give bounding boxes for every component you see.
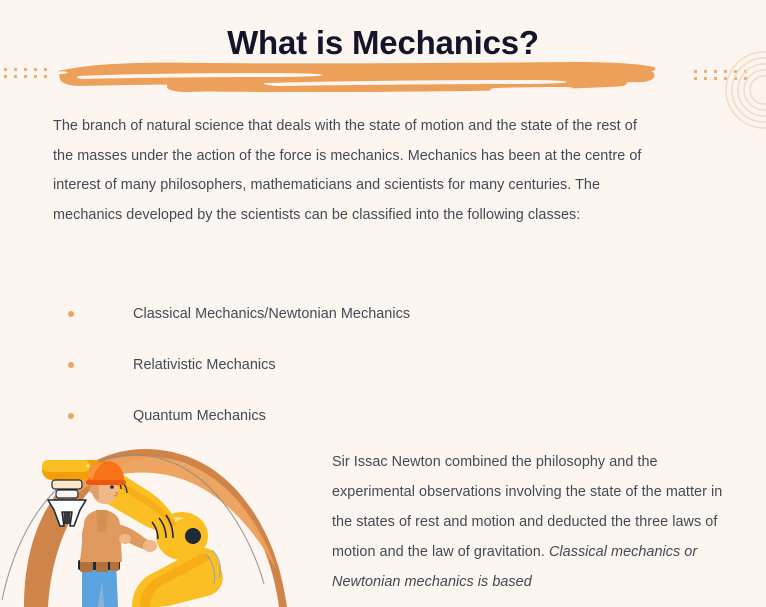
page-title: What is Mechanics? [227,24,539,61]
newton-paragraph-italic-text: Classical mechanics or Newtonian mechanics is based [332,544,698,590]
bullet-dot-icon [68,362,74,368]
bullet-dot-icon [68,311,74,317]
list-item [53,288,613,339]
dot-grid-right-icon [694,70,747,80]
newton-paragraph [332,447,732,597]
list-item-label: Quantum Mechanics [133,407,266,424]
dot-grid-left-icon [4,68,47,78]
worker-robotic-arm-illustration [0,432,300,607]
brush-underline-decoration [55,58,660,98]
list-item-label: Relativistic Mechanics [133,356,276,373]
list-item [53,339,613,390]
mechanics-classes-list [53,288,613,441]
newton-paragraph-text: Sir Issac Newton combined the philosophy and the experimental observations involving the state of the matter in the states of rest and motion and deducted the three laws of motion and the law of gravitation. [332,454,723,560]
intro-paragraph: The branch of natural science that deals with the state of motion and the state of the rest of the masses under the action of the force is mechanics. Mechanics has been at the centre of interest of many philosophers, mathematicians and scientists for many centuries. The mechanics developed by the scientists can be classified into the following classes: [53,118,642,223]
list-item-label: Classical Mechanics/Newtonian Mechanics [133,305,411,322]
bullet-dot-icon [68,413,74,419]
